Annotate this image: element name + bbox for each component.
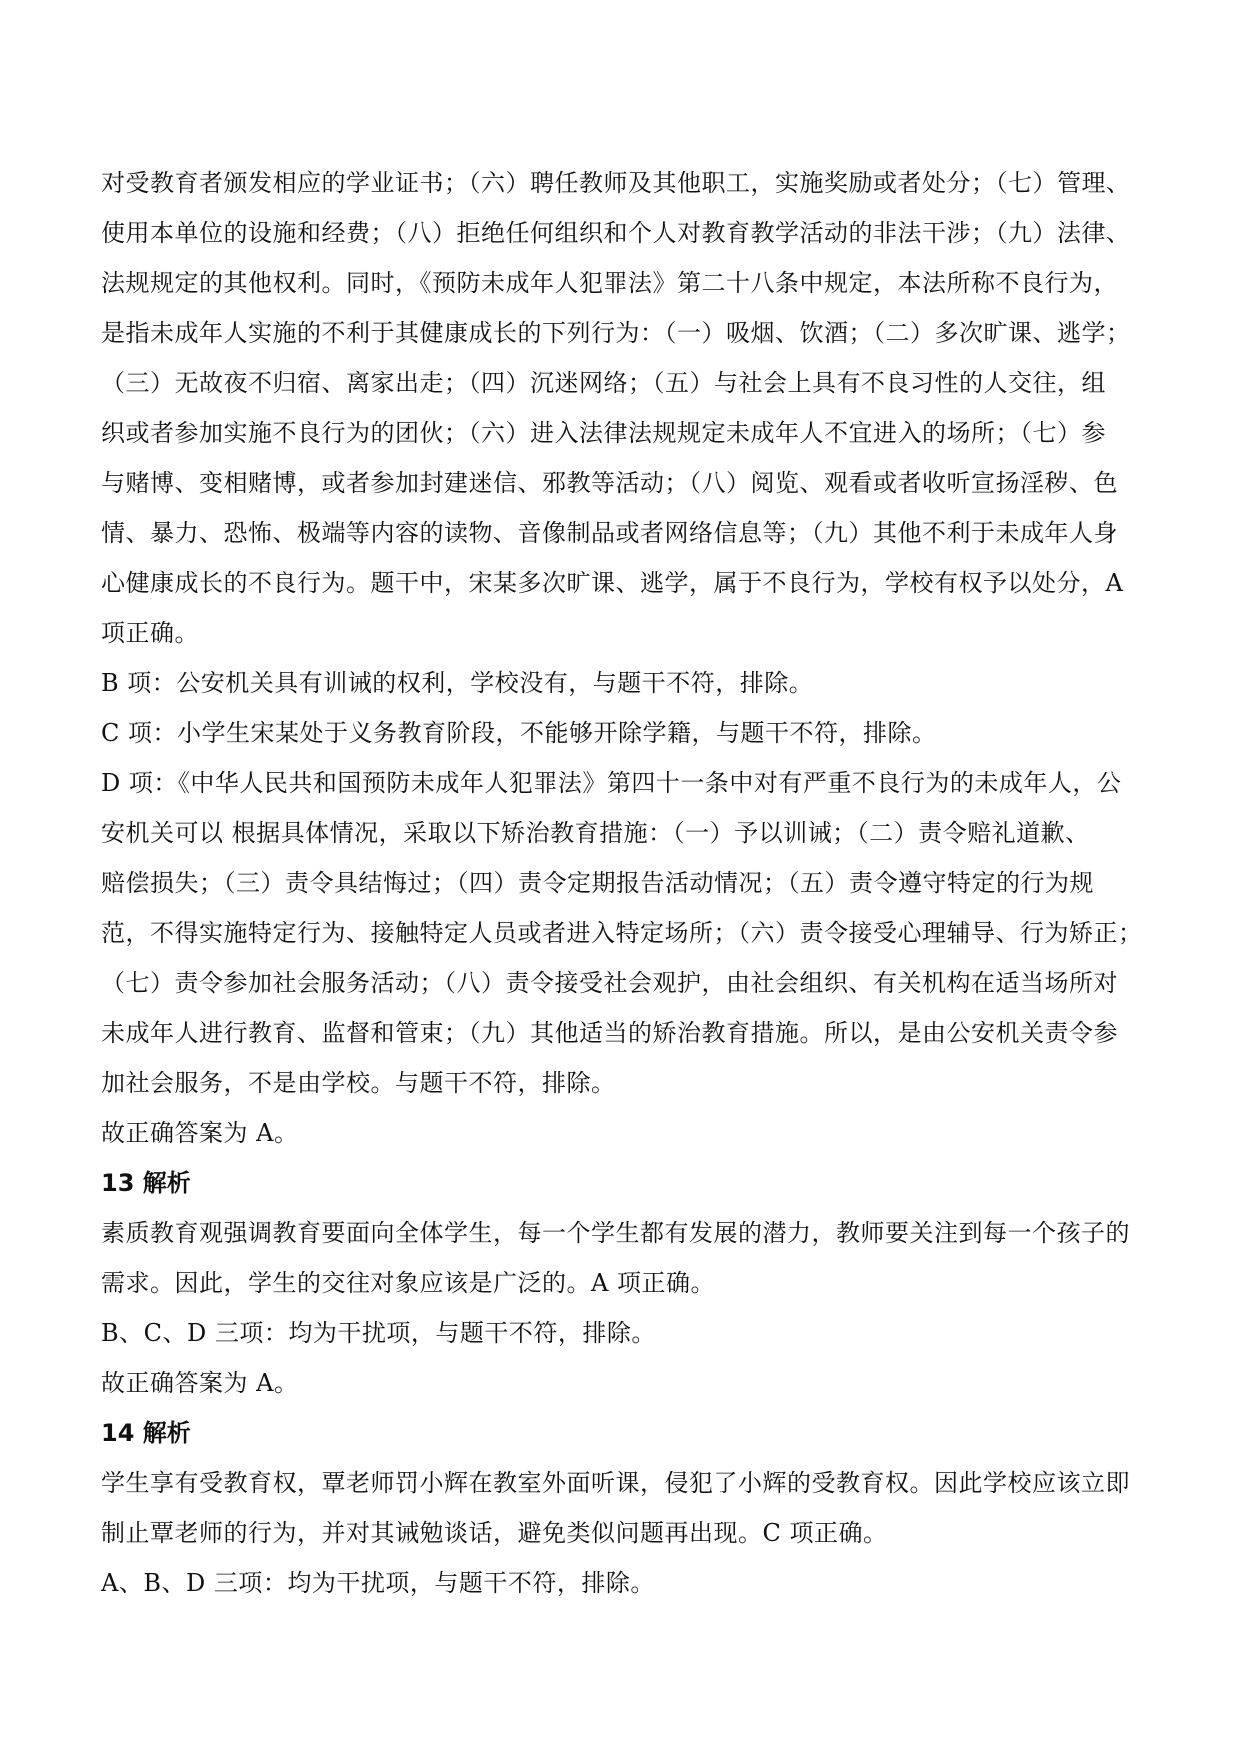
text-line: 对受教育者颁发相应的学业证书；（六）聘任教师及其他职工，实施奖励或者处分；（七）管理、 [101, 169, 1131, 197]
previous-answer-explanation [101, 158, 1161, 1158]
option-b-explanation: B 项：公安机关具有训诫的权利，学校没有，与题干不符，排除。 [101, 669, 814, 697]
answer-line: 故正确答案为 A。 [101, 1369, 299, 1397]
text-line: 需求。因此，学生的交往对象应该是广泛的。A 项正确。 [101, 1269, 715, 1297]
text-line: 素质教育观强调教育要面向全体学生，每一个学生都有发展的潜力，教师要关注到每一个孩子的 [101, 1219, 1130, 1247]
text-line: （三）无故夜不归宿、离家出走；（四）沉迷网络；（五）与社会上具有不良习性的人交往，组 [101, 369, 1106, 397]
question-14-explanation [101, 1408, 1161, 1608]
question-13-explanation [101, 1158, 1161, 1408]
text-line: 情、暴力、恐怖、极端等内容的读物、音像制品或者网络信息等；（九）其他不利于未成年人身 [101, 519, 1118, 547]
text-line: A、B、D 三项：均为干扰项，与题干不符，排除。 [101, 1569, 655, 1597]
text-line: 范，不得实施特定行为、接触特定人员或者进入特定场所；（六）责令接受心理辅导、行为矫正； [101, 919, 1143, 947]
section-heading: 14 解析 [101, 1419, 191, 1447]
section-heading: 13 解析 [101, 1169, 191, 1197]
text-line: 制止覃老师的行为，并对其诫勉谈话，避免类似问题再出现。C 项正确。 [101, 1519, 888, 1547]
option-d-explanation: D 项：《中华人民共和国预防未成年人犯罪法》第四十一条中对有严重不良行为的未成年人，公 [101, 769, 1122, 797]
text-line: 是指未成年人实施的不利于其健康成长的下列行为：（一）吸烟、饮酒；（二）多次旷课、逃学； [101, 319, 1131, 347]
text-line: 使用本单位的设施和经费；（八）拒绝任何组织和个人对教育教学活动的非法干涉；（九）法律、 [101, 219, 1131, 247]
text-line: 赔偿损失；（三）责令具结悔过；（四）责令定期报告活动情况；（五）责令遵守特定的行为规 [101, 869, 1094, 897]
answer-line: 故正确答案为 A。 [101, 1119, 299, 1147]
text-line: B、C、D 三项：均为干扰项，与题干不符，排除。 [101, 1319, 656, 1347]
text-line: 项正确。 [101, 619, 199, 647]
text-line: 未成年人进行教育、监督和管束；（九）其他适当的矫治教育措施。所以，是由公安机关责令参 [101, 1019, 1118, 1047]
text-line: 加社会服务，不是由学校。与题干不符，排除。 [101, 1069, 616, 1097]
text-line: 与赌博、变相赌博，或者参加封建迷信、邪教等活动；（八）阅览、观看或者收听宣扬淫秽、色 [101, 469, 1118, 497]
text-line: 法规规定的其他权利。同时，《预防未成年人犯罪法》第二十八条中规定，本法所称不良行为， [101, 269, 1118, 297]
text-line: 安机关可以 根据具体情况，采取以下矫治教育措施：（一）予以训诫；（二）责令赔礼道歉、 [101, 819, 1090, 847]
text-line: 织或者参加实施不良行为的团伙；（六）进入法律法规规定未成年人不宜进入的场所；（七）参 [101, 419, 1106, 447]
text-line: （七）责令参加社会服务活动；（八）责令接受社会观护，由社会组织、有关机构在适当场所对 [101, 969, 1118, 997]
text-line: 学生享有受教育权，覃老师罚小辉在教室外面听课，侵犯了小辉的受教育权。因此学校应该立即 [101, 1469, 1130, 1497]
text-line: 心健康成长的不良行为。题干中，宋某多次旷课、逃学，属于不良行为，学校有权予以处分，A [101, 569, 1124, 597]
option-c-explanation: C 项：小学生宋某处于义务教育阶段，不能够开除学籍，与题干不符，排除。 [101, 719, 937, 747]
document-body [101, 158, 1161, 1608]
